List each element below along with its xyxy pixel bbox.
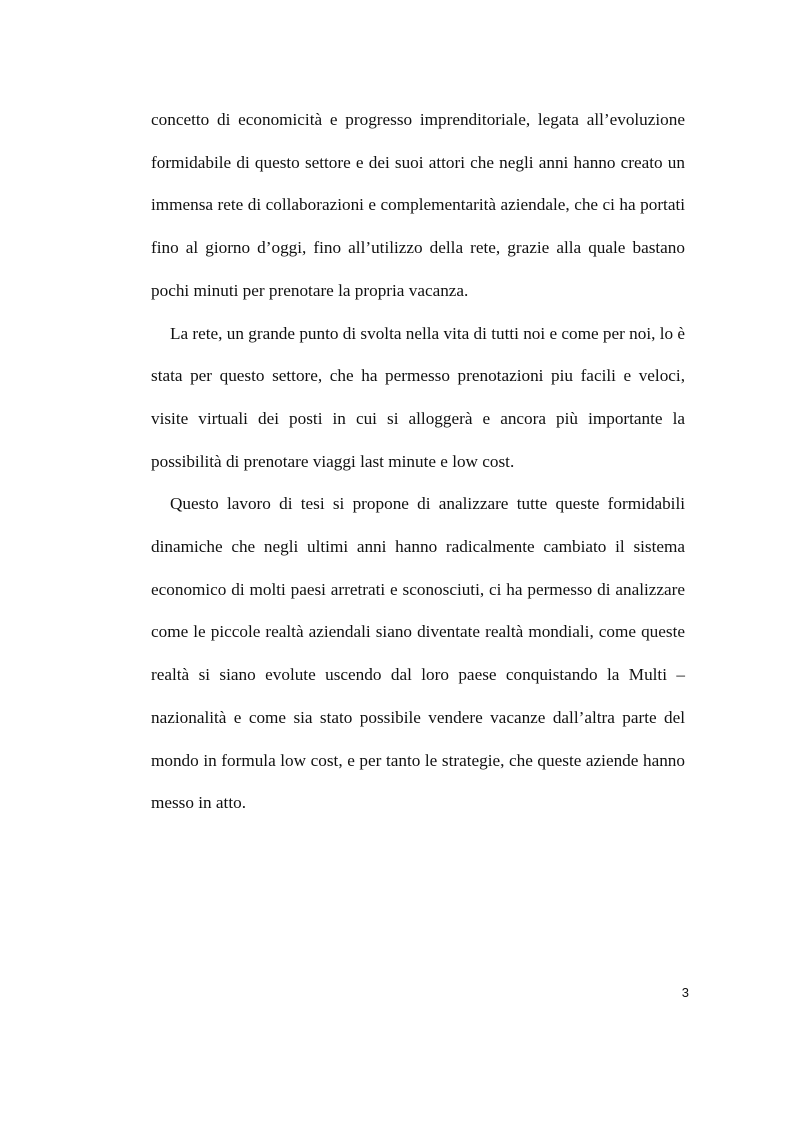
paragraph-1: concetto di economicità e progresso imprenditoriale, legata all’evoluzione formidabile di questo settore e dei suoi attori che negli anni hanno creato un immensa rete di collaborazioni e complementarità aziendale, che ci ha portati fino al giorno d’oggi, fino all’utilizzo della rete, grazie alla quale bastano pochi minuti per prenotare la propria vacanza. [151, 110, 685, 300]
paragraph-2: La rete, un grande punto di svolta nella vita di tutti noi e come per noi, lo è stata per questo settore, che ha permesso prenotazioni piu facili e veloci, visite virtuali dei posti in cui si alloggerà e ancora più importante la possibilità di prenotare viaggi last minute e low cost. [151, 323, 686, 471]
page-number: 3 [681, 985, 689, 1000]
paragraph-3: Questo lavoro di tesi si propone di analizzare tutte queste formidabili dinamiche che negli ultimi anni hanno radicalmente cambiato il sistema economico di molti paesi arretrati e sconosciuti, ci ha permesso di analizzare come le piccole realtà aziendali siano diventate realtà mondiali, come queste realtà si siano evolute uscendo dal loro paese conquistando la Multi – nazionalità e come sia stato possibile vendere vacanze dall’altra parte del mondo in formula low cost, e per tanto le strategie, che queste aziende hanno messo in atto. [151, 494, 685, 813]
body-text [151, 99, 685, 825]
